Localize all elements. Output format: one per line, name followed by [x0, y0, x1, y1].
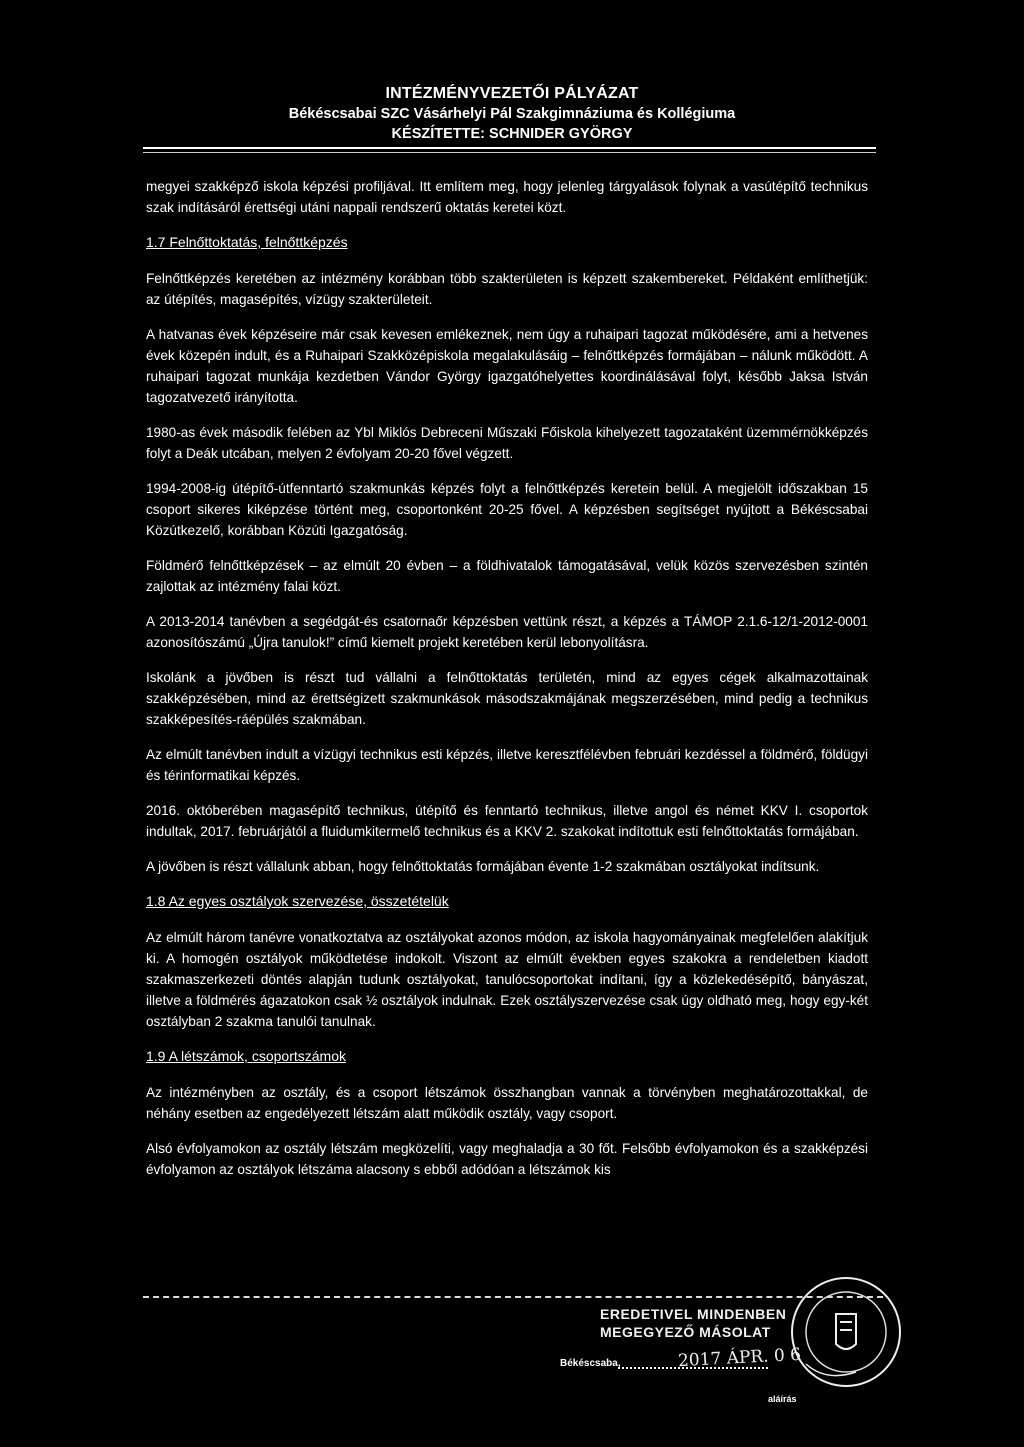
document-body [146, 176, 868, 1194]
stamp-date: 2017 ÁPR. 0 6 [677, 1344, 802, 1372]
header-rule-thin [143, 152, 876, 153]
page-header [0, 84, 1024, 144]
paragraph: 2016. októberében magasépítő technikus, útépítő és fenntartó technikus, illetve angol és német KKV I. csoportok indultak, 2017. februárjától a fluidumkitermelő technikus és a KKV 2. szakokat indítottuk esti felnőttoktatás formájában. [146, 803, 868, 839]
section-heading-1-9: 1.9 A létszámok, csoportszámok [146, 1048, 346, 1064]
paragraph: Az elmúlt három tanévre vonatkoztatva az osztályokat azonos módon, az iskola hagyományainak megfelelően alakítjuk ki. A homogén osztályok működtetése indokolt. Viszont az elmúlt években egyes szakokra a rendeletben kiadott szakmaszerkezeti döntés alapján tudunk osztályokat, tanulócsoportokat indítani, így a közlekedésépítő, bányászat, illetve a földmérés ágazatokon csak ½ osztályok indulnak. Ezek osztályszervezése csak úgy oldható meg, hogy egy-két osztályban 2 szakma tanulói tanulnak. [146, 930, 868, 1029]
stamp-text-line2: MEGEGYEZŐ MÁSOLAT [600, 1324, 771, 1340]
header-subtitle: Békéscsabai SZC Vásárhelyi Pál Szakgimnáziuma és Kollégiuma [288, 106, 736, 122]
stamp-text-line1: EREDETIVEL MINDENBEN [600, 1306, 787, 1322]
header-author: KÉSZÍTETTE: SCHNIDER GYÖRGY [391, 126, 633, 142]
paragraph: Felnőttképzés keretében az intézmény korábban több szakterületen is képzett szakembereket. Példaként említhetjük: az útépítés, magasépítés, vízügy szakterületeit. [146, 271, 868, 307]
paragraph: 1980-as évek második felében az Ybl Miklós Debreceni Műszaki Főiskola kihelyezett tagozataként üzemmérnökképzés folyt a Deák utcában, melyen 2 évfolyam 20-20 fővel végzett. [146, 425, 868, 461]
paragraph: A jövőben is részt vállalunk abban, hogy felnőttoktatás formájában évente 1-2 szakmában osztályokat indítsunk. [146, 859, 820, 874]
round-seal-icon [786, 1272, 906, 1392]
header-rule [143, 147, 876, 149]
paragraph: A hatvanas évek képzéseire már csak kevesen emlékeznek, nem úgy a ruhaipari tagozat működésére, ami a hetvenes évek közepén indult, és a Ruhaipari Szakközépiskola megalakulásáig – felnőttképzés formájában – nálunk működött. A ruhaipari tagozat munkája kezdetben Vándor György igazgatóhelyettes koordinálásával folyt, később Jaksa István tagozatvezető irányította. [146, 327, 868, 405]
paragraph: 1994-2008-ig útépítő-útfenntartó szakmunkás képzés folyt a felnőttképzés keretein belül. A megjelölt időszakban 15 csoport sikeres kiképzése történt meg, csoportonként 20-25 fővel. A képzésben segítséget nyújtott a Békéscsabai Közútkezelő, korábban Közúti Igazgatóság. [146, 481, 868, 538]
paragraph: Alsó évfolyamokon az osztály létszám megközelíti, vagy meghaladja a 30 főt. Felsőbb évfolyamokon és a szakképzési évfolyamon az osztályok létszáma alacsony s ebből adódóan a létszámok kis [146, 1141, 868, 1177]
certification-stamp [560, 1272, 900, 1402]
paragraph: Földmérő felnőttképzések – az elmúlt 20 évben – a földhivatalok támogatásával, velük közös szervezésben szintén zajlottak az intézmény falai közt. [146, 558, 868, 594]
section-heading-1-8: 1.8 Az egyes osztályok szervezése, összetételük [146, 893, 449, 909]
stamp-place: Békéscsaba, [560, 1358, 621, 1369]
paragraph: A 2013-2014 tanévben a segédgát-és csatornaőr képzésben vettünk részt, a képzés a TÁMOP 2.1.6-12/1-2012-0001 azonosítószámú „Újra tanulok!” című kiemelt projekt keretében kerül lebonyolításra. [146, 614, 868, 650]
intro-paragraph: megyei szakképző iskola képzési profiljával. Itt említem meg, hogy jelenleg tárgyalások folynak a vasútépítő technikus szak indításáról érettségi utáni nappali rendszerű oktatás keretei közt. [146, 179, 868, 215]
signature-label: aláírás [768, 1394, 797, 1404]
header-title: INTÉZMÉNYVEZETŐI PÁLYÁZAT [385, 85, 639, 102]
paragraph: Az intézményben az osztály, és a csoport létszámok összhangban vannak a törvényben meghatározottakkal, de néhány esetben az engedélyezett létszám alatt működik osztály, vagy csoport. [146, 1085, 868, 1121]
paragraph: Az elmúlt tanévben indult a vízügyi technikus esti képzés, illetve keresztfélévben februári kezdéssel a földmérő, földügyi és térinformatikai képzés. [146, 747, 868, 783]
section-heading-1-7: 1.7 Felnőttoktatás, felnőttképzés [146, 234, 348, 250]
paragraph: Iskolánk a jövőben is részt tud vállalni a felnőttoktatás területén, mind az egyes cégek alkalmazottainak szakképzésében, mind az érettségizett szakmunkások másodszakmájának megszerzésében, mind pedig a technikus szakképesítés-ráépülés szakmában. [146, 670, 868, 727]
